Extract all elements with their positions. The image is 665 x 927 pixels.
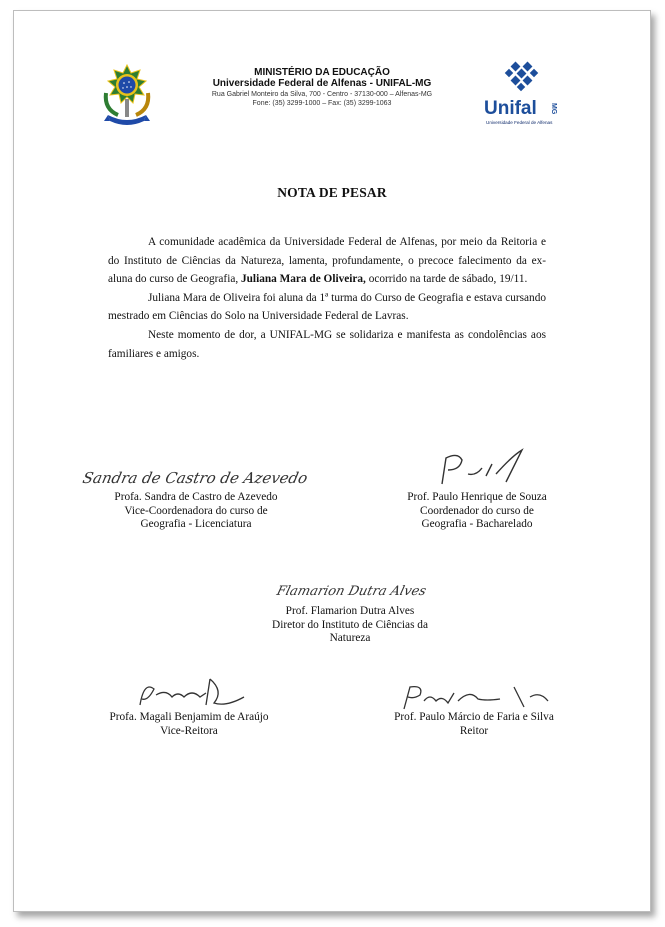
- ministry-name: MINISTÉRIO DA EDUCAÇÃO: [254, 67, 390, 78]
- signatory-role-1a: Vice-Coordenadora do curso de: [124, 504, 268, 517]
- logo-wordmark: Unifal: [484, 98, 537, 119]
- deceased-name: Juliana Mara de Oliveira,: [241, 273, 366, 286]
- university-address: Rua Gabriel Monteiro da Silva, 700 - Centro - 37130-000 – Alfenas-MG: [211, 91, 433, 98]
- signatory-name-3: Prof. Flamarion Dutra Alves: [285, 605, 415, 617]
- document-title: NOTA DE PESAR: [277, 185, 387, 200]
- paragraph-2: Juliana Mara de Oliveira foi aluna da 1ª turma do Curso de Geografia e estava cursando mestrado em Ciências do Solo na Universidade Federal de Lavras.: [108, 291, 546, 323]
- letterhead-text: [164, 67, 480, 108]
- paragraph-1-text-a: A comunidade acadêmica da Universidade Federal de Alfenas, por meio da Reitoria e do Instituto de Ciências da Natureza, lamenta, profundamente, o precoce falecimento da ex-aluna do curso de Geografia,: [108, 236, 546, 286]
- signature-block-rector: [364, 681, 584, 738]
- signatory-name-5: Prof. Paulo Márcio de Faria e Silva: [394, 711, 554, 723]
- university-phone: Fone: (35) 3299-1000 – Fax: (35) 3299-1063: [252, 100, 392, 107]
- signatory-role-1b: Geografia - Licenciatura: [140, 518, 252, 531]
- logo-caption: Universidade Federal de Alfenas: [486, 120, 553, 125]
- handwritten-signature-paulo-marcio: [374, 681, 574, 711]
- svg-text:Sandra de Castro de Azevedo: Sandra de Castro de Azevedo: [81, 469, 310, 487]
- signature-block-vice-coordinator: [76, 459, 316, 532]
- signatory-role-4: Vice-Reitora: [160, 724, 218, 737]
- unifal-logo-icon: [482, 61, 566, 131]
- signatory-role-2a: Coordenador do curso de: [420, 504, 534, 517]
- signature-block-director: [234, 567, 466, 646]
- document-page: [13, 10, 651, 912]
- signatory-name-1: Profa. Sandra de Castro de Azevedo: [114, 491, 278, 503]
- handwritten-signature-paulo-henrique: [422, 446, 532, 491]
- handwritten-signature-flamarion: [265, 567, 435, 605]
- signatory-role-5: Reitor: [459, 724, 489, 737]
- signature-block-coordinator: [364, 446, 590, 532]
- signatory-role-3a: Diretor do Instituto de Ciências da: [272, 618, 428, 631]
- signatory-name-2: Prof. Paulo Henrique de Souza: [407, 491, 547, 503]
- document-body: [108, 233, 546, 363]
- signature-block-vice-rector: [94, 671, 284, 738]
- handwritten-signature-sandra: [81, 459, 311, 491]
- paragraph-3: Neste momento de dor, a UNIFAL-MG se solidariza e manifesta as condolências aos familiares e amigos.: [108, 328, 546, 360]
- svg-text:Flamarion Dutra Alves: Flamarion Dutra Alves: [275, 584, 428, 599]
- handwritten-signature-magali: [114, 671, 264, 711]
- signatory-name-4: Profa. Magali Benjamim de Araújo: [109, 711, 269, 723]
- letterhead: [14, 11, 650, 131]
- university-name: Universidade Federal de Alfenas - UNIFAL-MG: [212, 78, 432, 89]
- signatory-role-3b: Natureza: [329, 632, 371, 645]
- signatory-role-2b: Geografia - Bacharelado: [421, 518, 533, 531]
- paragraph-1: [108, 233, 546, 289]
- paragraph-1-text-b: ocorrido na tarde de sábado, 19/11.: [365, 273, 528, 286]
- logo-state: MG: [550, 103, 557, 115]
- brazil-coat-of-arms-icon: [100, 63, 154, 129]
